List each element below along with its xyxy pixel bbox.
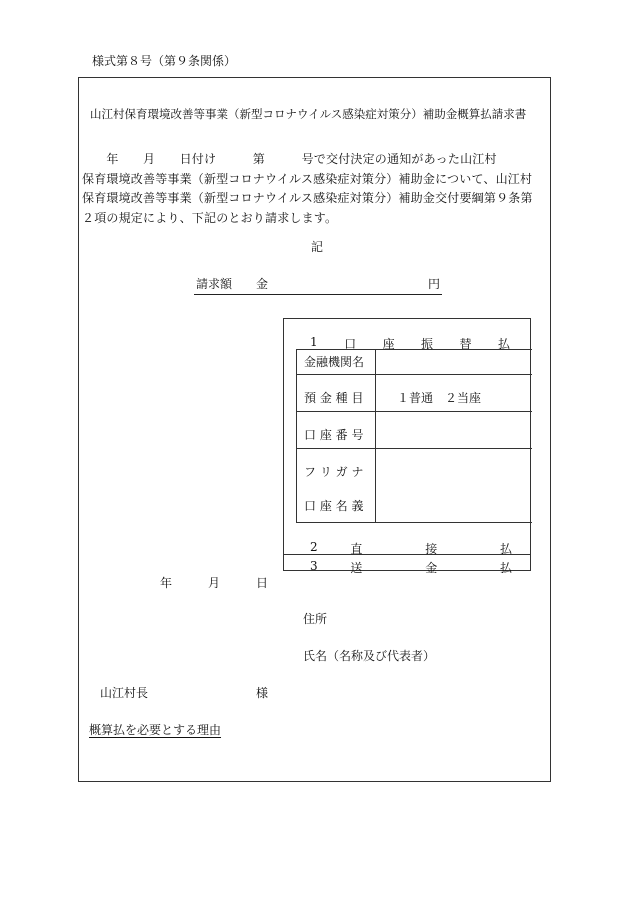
body-line: 年 月 日付け 第 号で交付決定の通知があった山江村 (82, 152, 497, 166)
payment-method-box (283, 318, 531, 575)
row-divider (284, 554, 530, 555)
heading-char: 払 (499, 561, 512, 575)
heading-char: 振 (421, 337, 434, 351)
addressee: 山江村長 (100, 686, 149, 700)
heading-char: 3 (310, 559, 318, 573)
address-label: 住所 (303, 612, 328, 626)
heading-char: 座 (382, 337, 395, 351)
claim-amount-unit: 円 (427, 277, 440, 291)
body-line: 保育環境改善等事業（新型コロナウイルス感染症対策分）補助金交付要綱第９条第 (82, 191, 533, 205)
account-number-field[interactable] (376, 412, 533, 448)
heading-char: 直 (350, 542, 363, 556)
body-line: ２項の規定により、下記のとおり請求します。 (82, 210, 338, 225)
heading-char: 1 (310, 335, 318, 349)
account-name-label: 口 座 名 義 (304, 499, 364, 513)
remittance-payment-heading[interactable] (310, 559, 512, 576)
date-line: 年 月 日 (160, 576, 273, 590)
request-body (82, 150, 552, 228)
form-title: 山江村保育環境改善等事業（新型コロナウイルス感染症対策分）補助金概算払請求書 (90, 107, 527, 121)
heading-char: 払 (499, 542, 512, 556)
deposit-type-label: 預 金 種 目 (304, 391, 364, 405)
applicant-name-label: 氏名（名称及び代表者） (303, 649, 436, 663)
form-number: 様式第８号（第９条関係） (92, 54, 237, 68)
ki-mark: 記 (311, 240, 324, 254)
account-name-field[interactable] (376, 449, 533, 523)
deposit-type-options[interactable]: １普通 ２当座 (397, 391, 482, 405)
claim-amount-field[interactable] (194, 278, 442, 295)
honorific: 様 (256, 686, 269, 700)
reason-label: 概算払を必要とする理由 (89, 723, 222, 737)
bank-name-label: 金融機関名 (304, 355, 365, 369)
bank-name-field[interactable] (376, 350, 533, 374)
heading-char: 金 (425, 561, 438, 575)
row-divider (297, 374, 532, 375)
account-number-label: 口 座 番 号 (304, 428, 364, 442)
heading-char: 接 (425, 542, 438, 556)
heading-char: 払 (497, 337, 510, 351)
heading-char: 替 (459, 337, 472, 351)
body-line: 保育環境改善等事業（新型コロナウイルス感染症対策分）補助金について、山江村 (82, 171, 533, 186)
account-details-table (296, 349, 532, 523)
furigana-label: フ リ ガ ナ (304, 465, 364, 479)
claim-amount-label: 請求額 金 (196, 277, 269, 291)
heading-char: 送 (350, 561, 363, 575)
heading-char: 口 (344, 337, 357, 351)
heading-char: 2 (310, 540, 318, 554)
